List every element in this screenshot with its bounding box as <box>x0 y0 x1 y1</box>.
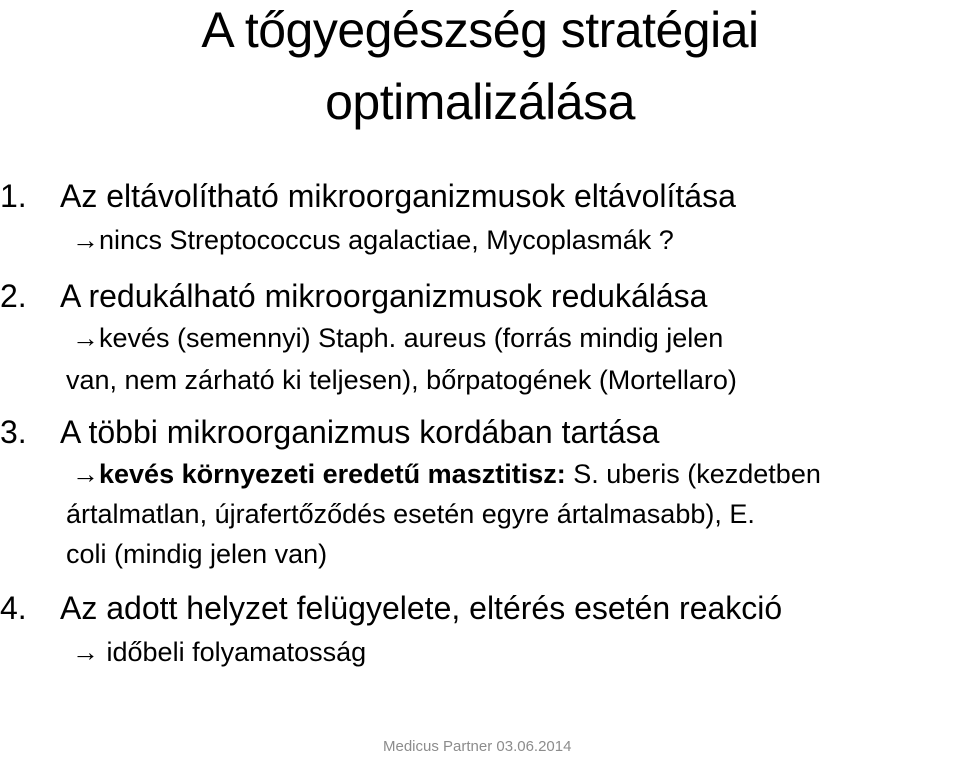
item-2-heading <box>0 276 707 316</box>
item-3-detail-rest: S. uberis (kezdetben <box>565 459 821 489</box>
item-1-heading <box>0 176 736 216</box>
item-2-heading-text: A redukálható mikroorganizmusok redukálása <box>60 278 708 314</box>
item-4-heading <box>0 588 782 628</box>
item-2-detail-text: kevés (semennyi) Staph. aureus (forrás mindig jelen <box>99 323 724 353</box>
arrow-icon: → <box>72 323 99 353</box>
item-1-heading-text: Az eltávolítható mikroorganizmusok eltávolítása <box>60 178 736 214</box>
item-1-detail-text: nincs Streptococcus agalactiae, Mycoplasmák ? <box>99 225 674 255</box>
item-3-detail-line-2: ártalmatlan, újrafertőződés esetén egyre ártalmasabb), E. <box>66 499 755 529</box>
slide-title-line-2: optimalizálása <box>325 74 635 130</box>
slide-title-line-1: A tőgyegészség stratégiai <box>201 2 759 58</box>
item-3-detail-bold: kevés környezeti eredetű masztitisz: <box>99 459 566 489</box>
item-3-detail-line-3: coli (mindig jelen van) <box>66 539 328 569</box>
item-3-detail <box>72 456 821 492</box>
item-4-detail-text: időbeli folyamatosság <box>99 637 367 667</box>
arrow-icon: → <box>72 459 99 489</box>
item-4-heading-text: Az adott helyzet felügyelete, eltérés esetén reakció <box>60 590 783 626</box>
arrow-icon: → <box>72 637 99 667</box>
item-4-number: 4. <box>0 590 27 626</box>
item-4-detail <box>72 634 366 670</box>
item-3-heading <box>0 412 659 452</box>
footer-text: Medicus Partner 03.06.2014 <box>383 738 572 755</box>
item-2-detail-line-2: van, nem zárható ki teljesen), bőrpatogének (Mortellaro) <box>66 365 737 395</box>
item-2-detail <box>72 320 723 356</box>
arrow-icon: → <box>72 225 99 255</box>
item-1-number: 1. <box>0 178 27 214</box>
item-2-number: 2. <box>0 278 27 314</box>
item-1-detail <box>72 222 674 258</box>
item-3-heading-text: A többi mikroorganizmus kordában tartása <box>60 414 660 450</box>
item-3-number: 3. <box>0 414 27 450</box>
